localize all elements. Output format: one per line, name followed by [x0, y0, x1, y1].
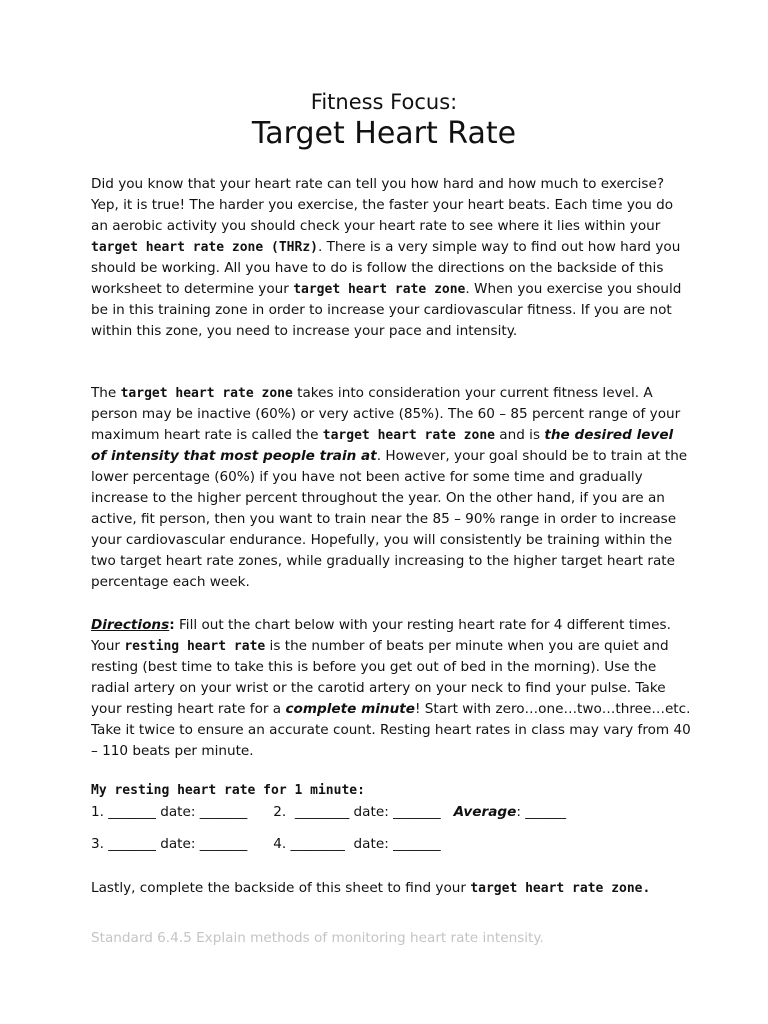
zone-bold-2: target heart rate zone: [322, 428, 495, 443]
directions-text-2: is the number of beats per minute when you are quiet and resting (best time to take this is before you get out of bed in the morning). Use the radial artery on your wrist or the carotid artery on your neck to find your pulse. Take your resting heart rate for a: [91, 638, 669, 717]
zone-text-2: takes into consideration your current fitness level. A person may be inactive (60%) or very active (85%). The 60 – 85 percent range of your maximum heart rate is called the: [91, 385, 681, 443]
average-blank: : ______: [516, 804, 567, 820]
zone-paragraph: [91, 383, 691, 593]
zone-text-3: and is: [494, 427, 545, 443]
closing-text: Lastly, complete the backside of this sheet to find your: [91, 880, 471, 896]
directions-text-1: Fill out the chart below with your resting heart rate for 4 different times. Your: [91, 617, 671, 654]
intro-text-3: . When you exercise you should be in this training zone in order to increase your cardiovascular fitness. If you are not within this zone, you need to increase your pace and intensity.: [91, 281, 682, 339]
standard-footnote: Standard 6.4.5 Explain methods of monitoring heart rate intensity.: [91, 930, 544, 946]
intro-text-2: . There is a very simple way to find out how hard you should be working. All you have to do is follow the directions on the backside of this worksheet to determine your: [91, 239, 681, 297]
directions-label: Directions: [91, 617, 170, 633]
intro-bold-zone: target heart rate zone: [293, 282, 466, 297]
directions-text-3: ! Start with zero…one…two…three…etc. Take it twice to ensure an accurate count. Resting heart rates in class may vary from 40 – 110 beats per minute.: [91, 701, 691, 759]
directions-paragraph: [91, 615, 691, 762]
zone-text-1: The: [91, 385, 121, 401]
intro-paragraph: [91, 174, 691, 342]
directions-bold-rhr: resting heart rate: [124, 639, 266, 654]
directions-colon: :: [169, 617, 175, 633]
resting-row-2: 3. _______ date: _______ 4. ________ date: _______: [91, 836, 441, 852]
intro-text-1: Did you know that your heart rate can tell you how hard and how much to exercise? Yep, it is true! The harder you exercise, the faster your heart beats. Each time you do an aerobic activity you should check your heart rate to see where it lies within your: [91, 176, 674, 234]
worksheet-title: Target Heart Rate: [251, 116, 517, 151]
directions-complete-minute: complete minute: [285, 701, 415, 717]
worksheet-subtitle: Fitness Focus:: [310, 90, 458, 114]
closing-paragraph: [91, 878, 691, 899]
zone-emphasis: the desired level of intensity that most people train at: [91, 427, 674, 464]
resting-heart-rate-heading: My resting heart rate for 1 minute:: [91, 783, 365, 798]
average-label: Average: [453, 804, 517, 820]
closing-bold: target heart rate zone.: [470, 881, 651, 896]
resting-row-1-fields: 1. _______ date: _______ 2. ________ date: _______: [91, 804, 454, 820]
zone-text-4: . However, your goal should be to train at the lower percentage (60%) if you have not been active for some time and gradually increase to the higher percent throughout the year. On the other hand, if you are an active, fit person, then you want to train near the 85 – 90% range in order to increase your cardiovascular endurance. Hopefully, you will consistently be training within the two target heart rate zones, while gradually increasing to the higher target heart rate percentage each week.: [91, 448, 688, 590]
resting-row-1: [91, 804, 566, 820]
intro-bold-thrz: target heart rate zone (THRz): [91, 240, 318, 255]
zone-bold-1: target heart rate zone: [120, 386, 293, 401]
